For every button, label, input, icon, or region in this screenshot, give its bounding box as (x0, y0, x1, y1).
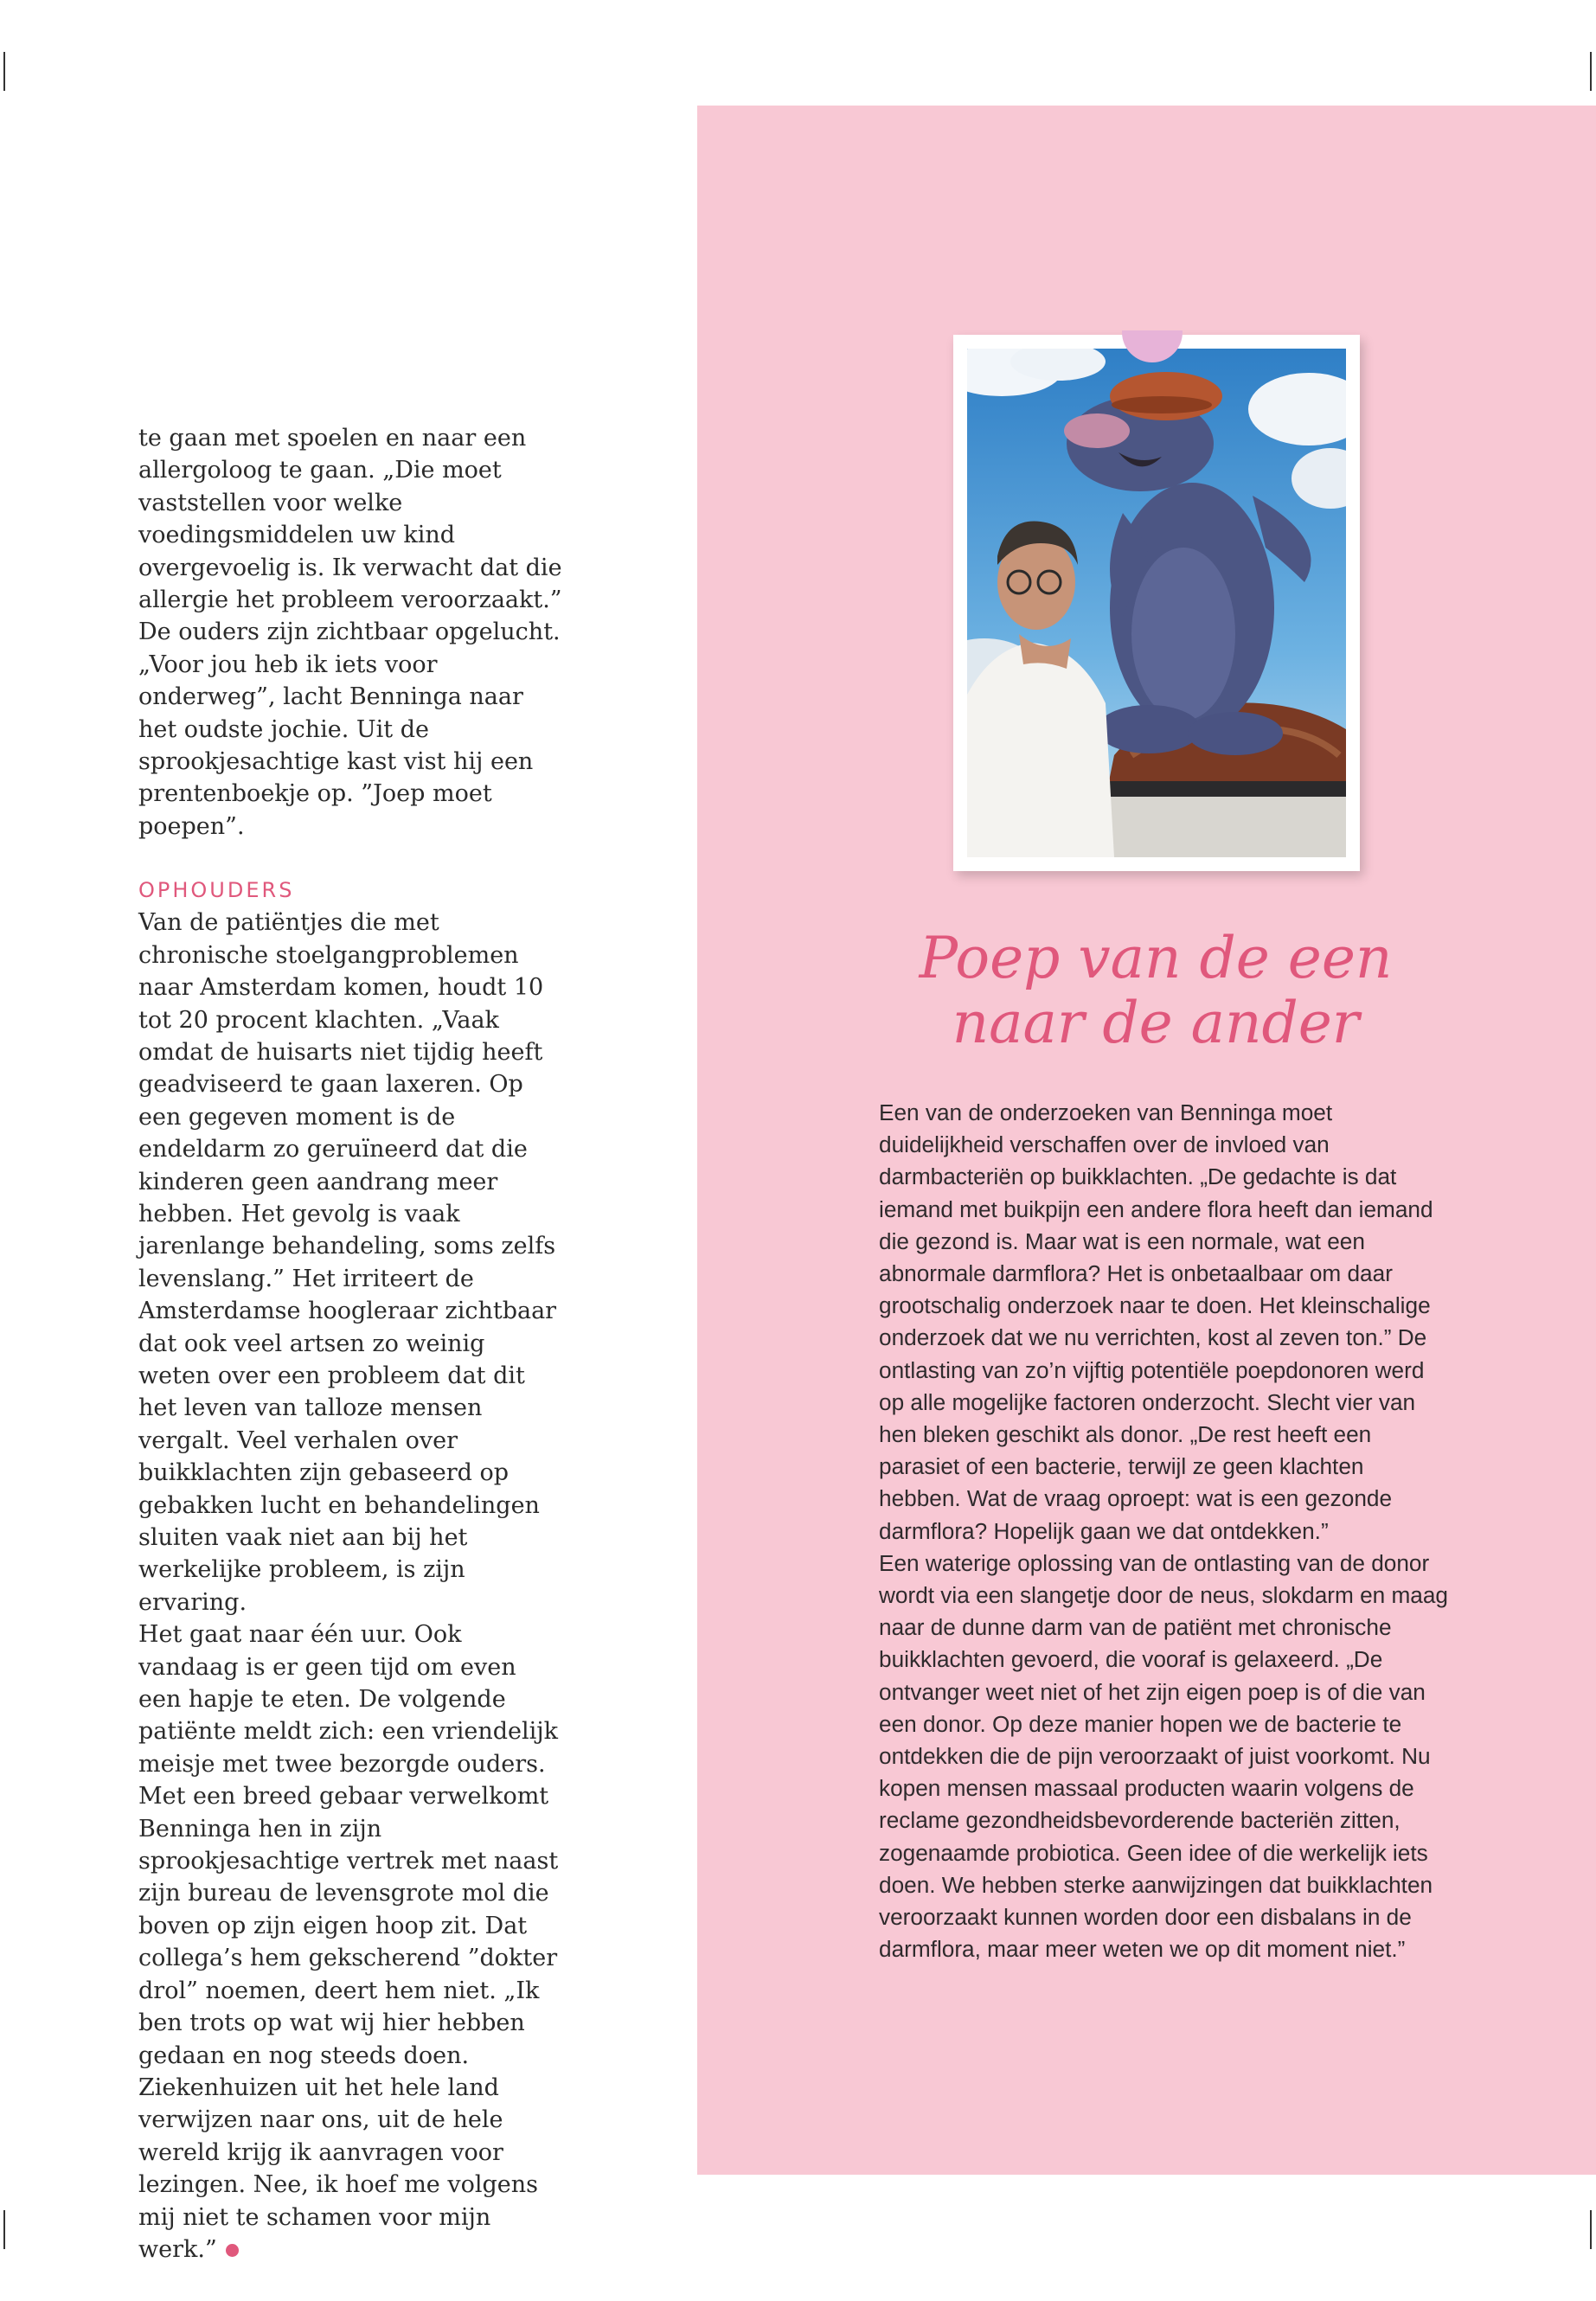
sidebar-body (879, 1097, 1450, 1965)
article-closing-block (138, 1618, 562, 2266)
article-lead-paragraph: te gaan met spoelen en naar een allergoloog te gaan. „Die moet vaststellen voor welke voedingsmiddelen uw kind overgevoelig is. Ik verwacht dat die allergie het probleem veroorzaakt.” De ouders zijn zichtbaar opgelucht. „Voor jou heb ik iets voor onderweg”, lacht Benninga naar het oudste jochie. Uit de sprookjesachtige kast vist hij een prentenboekje op. ”Joep moet poepen”. (138, 425, 562, 840)
sidebar-paragraph: Een van de onderzoeken van Benninga moet duidelijkheid verschaffen over de invloed van darmbacteriën op buikklachten. „De gedachte is dat iemand met buikpijn een andere flora heeft dan iemand die gezond is. Maar wat is een normale, wat een abnormale darmflora? Het is onbetaalbaar om daar grootschalig onderzoek naar te doen. Het kleinschalige onderzoek dat we nu verrichten, kost al zeven ton.” De ontlasting van zo’n vijftig potentiële poepdonoren werd op alle mogelijke factoren onderzocht. Slecht vier van hen bleken geschikt als donor. „De rest heeft een parasiet of een bacterie, terwijl ze geen klachten hebben. Wat de vraag oproept: wat is een gezonde darmflora? Hopelijk gaan we dat ontdekken.” (879, 1099, 1433, 1544)
sidebar-headline: Poep van de een naar de ander (919, 925, 1393, 1056)
crop-mark-top-left (3, 52, 5, 91)
end-mark-icon (226, 2244, 239, 2257)
crop-mark-bottom-right (1590, 2210, 1592, 2249)
article-left-column (138, 422, 562, 2266)
article-paragraph: Van de patiëntjes die met chronische stoelgangproblemen naar Amsterdam komen, houdt 10 tot 20 procent klachten. „Vaak omdat de huisarts niet tijdig heeft geadviseerd te gaan laxeren. Op een gegeven moment is de endeldarm zo geruïneerd dat die kinderen geen aandrang meer hebben. Het gevolg is vaak jarenlange behandeling, soms zelfs levenslang.” Het irriteert de Amsterdamse hoogleraar zichtbaar dat ook veel artsen zo weinig weten over een probleem dat dit het leven van talloze mensen vergalt. Veel verhalen over buikklachten zijn gebaseerd op gebakken lucht en behandelingen sluiten vaak niet aan bij het werkelijke probleem, is zijn ervaring. (138, 909, 557, 1616)
crop-mark-top-right (1590, 52, 1592, 91)
section-subhead: OPHOUDERS (138, 878, 295, 903)
article-closing-paragraph: Het gaat naar één uur. Ook vandaag is er geen tijd om even een hapje te eten. De volgende patiënte meldt zich: een vriendelijk meisje met twee bezorgde ouders. Met een breed gebaar verwelkomt Benninga hen in zijn sprookjesachtige vertrek met naast zijn bureau de levensgrote mol die boven op zijn eigen hoop zit. Dat collega’s hem gekscherend ”dokter drol” noemen, deert hem niet. „Ik ben trots op wat wij hier hebben gedaan en nog steeds doen. Ziekenhuizen uit het hele land verwijzen naar ons, uit de hele wereld krijg ik aanvragen voor lezingen. Nee, ik hoef me volgens mij niet te schamen voor mijn werk.” (138, 1621, 559, 2263)
photo (953, 335, 1360, 871)
sidebar-paragraph: Een waterige oplossing van de ontlasting van de donor wordt via een slangetje door de neus, slokdarm en maag naar de dunne darm van de patiënt met chronische buikklachten gevoerd, die vooraf is gelaxeerd. „De ontvanger weet niet of het zijn eigen poep is of die van een donor. Op deze manier hopen we de bacterie te ontdekken die de pijn veroorzaakt of juist voorkomt. Nu kopen mensen massaal producten waarin volgens de reclame gezondheidsbevorderende bacteriën zitten, zogenaamde probiotica. Geen idee of die werkelijk iets doen. We hebben sterke aanwijzingen dat buikklachten veroorzaakt kunnen worden door een disbalans in de darmflora, maar meer weten we op dit moment niet.” (879, 1549, 1448, 1963)
photo-man-with-mole-statue (967, 349, 1346, 857)
crop-mark-bottom-left (3, 2210, 5, 2249)
